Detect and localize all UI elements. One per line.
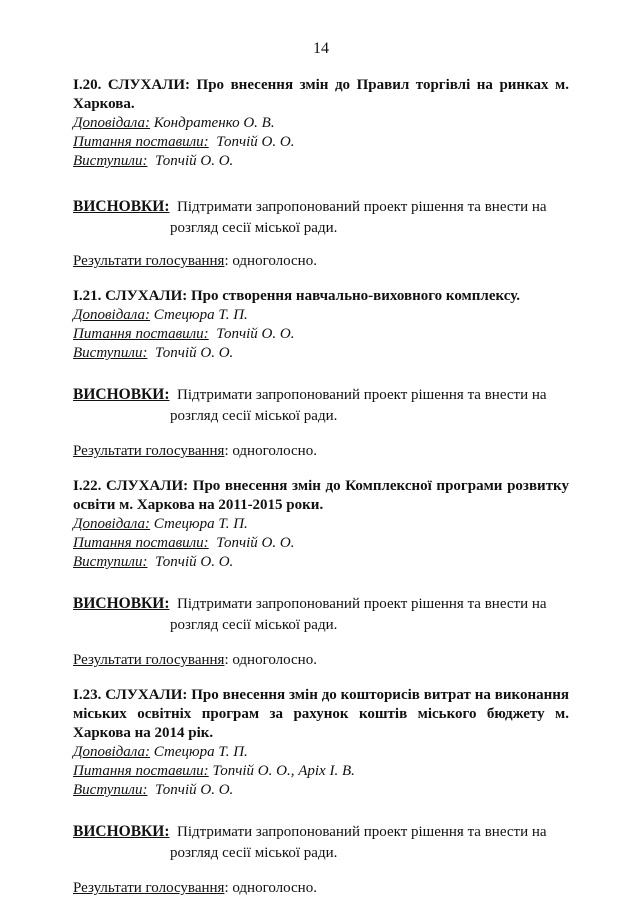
reporter-name: Стецюра Т. П. — [153, 744, 248, 760]
conclusion-block — [73, 822, 569, 863]
page-content — [73, 76, 569, 898]
questions-label: Питання поставили: — [73, 763, 209, 779]
speakers-label: Виступили: — [73, 153, 148, 169]
speakers-label: Виступили: — [73, 782, 148, 798]
agenda-item — [73, 287, 569, 461]
speakers-label: Виступили: — [73, 554, 148, 570]
questions-line — [73, 762, 569, 781]
conclusion-label: ВИСНОВКИ: — [73, 595, 170, 612]
agenda-heading: І.23. СЛУХАЛИ: Про внесення змін до кошторисів витрат на виконання міських освітніх програм за рахунок коштів міського бюджету м. Харкова на 2014 рік. — [73, 687, 569, 741]
vote-result-line — [73, 252, 569, 271]
questions-label: Питання поставили: — [73, 535, 209, 551]
conclusion-block — [73, 385, 569, 426]
conclusion-label: ВИСНОВКИ: — [73, 823, 170, 840]
reporter-line — [73, 515, 569, 534]
vote-result: : одноголосно. — [224, 443, 317, 459]
vote-label: Результати голосування — [73, 443, 225, 459]
questions-names: Топчій О. О. — [216, 535, 295, 551]
questions-names: Топчій О. О. — [216, 134, 295, 150]
speakers-line — [73, 344, 569, 363]
conclusion-text-line2: розгляд сесії міської ради. — [170, 220, 338, 236]
agenda-item — [73, 477, 569, 670]
speakers-line — [73, 152, 569, 171]
questions-line — [73, 534, 569, 553]
reporter-name: Стецюра Т. П. — [153, 307, 248, 323]
questions-label: Питання поставили: — [73, 326, 209, 342]
conclusion-text: Підтримати запропонований проект рішення та внести на — [177, 596, 547, 612]
vote-result: : одноголосно. — [224, 652, 317, 668]
conclusion-label: ВИСНОВКИ: — [73, 386, 170, 403]
page-number: 14 — [313, 40, 329, 57]
reporter-label: Доповідала: — [73, 307, 151, 323]
vote-result: : одноголосно. — [224, 880, 317, 896]
reporter-label: Доповідала: — [73, 744, 151, 760]
vote-label: Результати голосування — [73, 880, 225, 896]
vote-result-line — [73, 879, 569, 898]
agenda-item — [73, 686, 569, 898]
questions-names: Топчій О. О. — [216, 326, 295, 342]
questions-label: Питання поставили: — [73, 134, 209, 150]
reporter-name: Кондратенко О. В. — [153, 115, 275, 131]
vote-label: Результати голосування — [73, 652, 225, 668]
conclusion-text: Підтримати запропонований проект рішення та внести на — [177, 387, 547, 403]
conclusion-text-line2: розгляд сесії міської ради. — [170, 845, 338, 861]
speakers-names: Топчій О. О. — [154, 782, 234, 798]
speakers-names: Топчій О. О. — [154, 554, 234, 570]
vote-label: Результати голосування — [73, 253, 225, 269]
reporter-line — [73, 114, 569, 133]
reporter-label: Доповідала: — [73, 516, 151, 532]
vote-result: : одноголосно. — [224, 253, 317, 269]
speakers-line — [73, 781, 569, 800]
agenda-heading: І.21. СЛУХАЛИ: Про створення навчально-виховного комплексу. — [73, 288, 520, 304]
questions-line — [73, 325, 569, 344]
reporter-line — [73, 743, 569, 762]
conclusion-label: ВИСНОВКИ: — [73, 198, 170, 215]
conclusion-block — [73, 594, 569, 635]
reporter-line — [73, 306, 569, 325]
questions-names: Топчій О. О., Аріх І. В. — [212, 763, 355, 779]
speakers-names: Топчій О. О. — [154, 153, 234, 169]
reporter-label: Доповідала: — [73, 115, 151, 131]
conclusion-block — [73, 197, 569, 238]
agenda-item — [73, 76, 569, 271]
speakers-names: Топчій О. О. — [154, 345, 234, 361]
vote-result-line — [73, 651, 569, 670]
agenda-heading: І.22. СЛУХАЛИ: Про внесення змін до Комплексної програми розвитку освіти м. Харкова на 2011-2015 роки. — [73, 478, 569, 513]
questions-line — [73, 133, 569, 152]
conclusion-text: Підтримати запропонований проект рішення та внести на — [177, 199, 547, 215]
conclusion-text-line2: розгляд сесії міської ради. — [170, 408, 338, 424]
conclusion-text-line2: розгляд сесії міської ради. — [170, 617, 338, 633]
speakers-line — [73, 553, 569, 572]
agenda-heading: І.20. СЛУХАЛИ: Про внесення змін до Правил торгівлі на ринках м. Харкова. — [73, 77, 569, 112]
vote-result-line — [73, 442, 569, 461]
speakers-label: Виступили: — [73, 345, 148, 361]
reporter-name: Стецюра Т. П. — [153, 516, 248, 532]
conclusion-text: Підтримати запропонований проект рішення та внести на — [177, 824, 547, 840]
